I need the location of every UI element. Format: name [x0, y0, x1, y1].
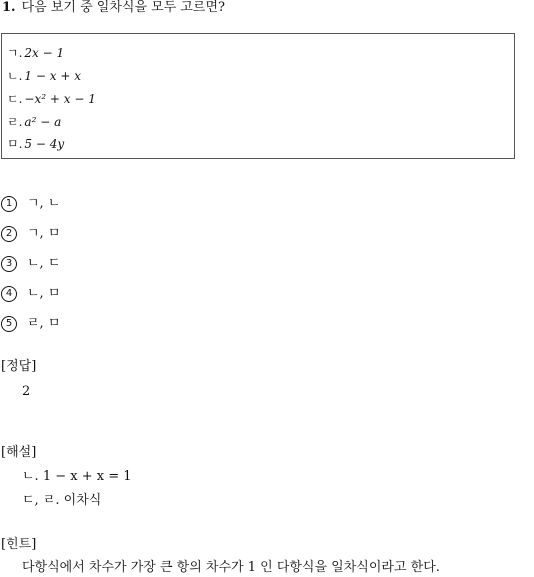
choice-label: ㄴ, ㅁ [27, 286, 61, 301]
box-item-expr: −x² + x − 1 [24, 92, 96, 106]
box-item [7, 115, 61, 129]
box-item-mark: ㄷ. [7, 92, 23, 106]
box-item-expr: 5 − 4y [24, 137, 65, 151]
box-item-expr: a² − a [24, 115, 62, 129]
box-item-mark: ㄱ. [7, 46, 23, 60]
box-item [7, 137, 64, 151]
answer-value: 2 [22, 384, 31, 399]
box-item [7, 46, 64, 60]
box-item-mark: ㅁ. [7, 137, 23, 151]
question-title [2, 0, 225, 16]
choice-label: ㄴ, ㄷ [27, 256, 61, 271]
answer-title: [정답] [1, 359, 37, 374]
choice-number-badge: 3 [1, 256, 17, 272]
choice-number-badge: 4 [1, 286, 17, 302]
choice-4[interactable] [1, 286, 60, 303]
choice-label: ㄱ, ㄴ [27, 196, 61, 211]
box-item-mark: ㄴ. [7, 69, 23, 83]
choice-number-badge: 1 [1, 196, 17, 212]
box-item-expr: 1 − x + x [24, 69, 81, 83]
choice-3[interactable] [1, 256, 60, 273]
box-item [7, 69, 81, 83]
box-item-expr: 2x − 1 [24, 46, 65, 60]
question-text: 다음 보기 중 일차식을 모두 고르면? [21, 0, 226, 15]
choice-number-badge: 5 [1, 316, 17, 332]
box-item [7, 92, 96, 106]
box-item-mark: ㄹ. [7, 115, 23, 129]
explanation-title: [해설] [1, 445, 37, 460]
options-box [1, 33, 515, 159]
hint-text: 다항식에서 차수가 가장 큰 항의 차수가 1 인 다항식을 일차식이라고 한다. [22, 560, 440, 575]
explanation-line: ㄷ, ㄹ. 이차식 [22, 493, 102, 508]
explanation-line: ㄴ. 1 − x + x = 1 [22, 469, 132, 484]
choice-5[interactable] [1, 316, 60, 333]
question-number: 1. [2, 0, 16, 15]
hint-title: [힌트] [1, 537, 37, 552]
choice-2[interactable] [1, 226, 60, 243]
choice-label: ㄱ, ㅁ [27, 226, 61, 241]
choice-label: ㄹ, ㅁ [27, 316, 61, 331]
choice-number-badge: 2 [1, 226, 17, 242]
choice-1[interactable] [1, 196, 60, 213]
